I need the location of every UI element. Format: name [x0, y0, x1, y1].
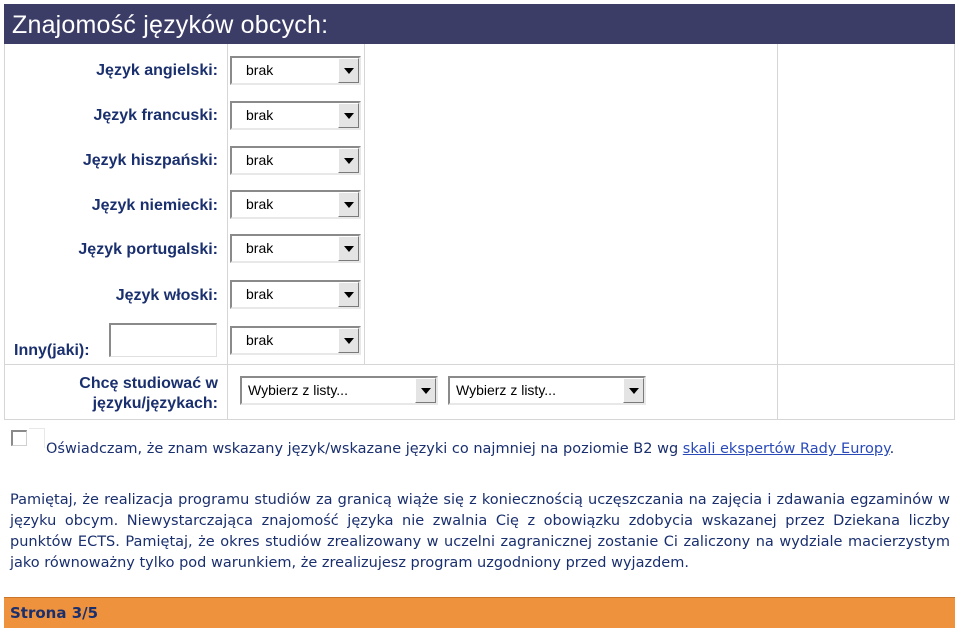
dropdown-arrow-icon[interactable] [623, 378, 644, 403]
declaration-body: Oświadczam, że znam wskazany język/wskazane języki co najmniej na poziomie B2 wg [46, 441, 683, 457]
expert-scale-link[interactable]: skali ekspertów Rady Europy [682, 441, 890, 457]
select-value: brak [246, 62, 274, 78]
dropdown-arrow-icon[interactable] [338, 148, 359, 173]
label-portuguese: Język portugalski: [78, 241, 218, 258]
dropdown-arrow-icon[interactable] [338, 103, 359, 128]
label-other-language: Inny(jaki): [14, 342, 90, 359]
dropdown-arrow-icon[interactable] [338, 58, 359, 83]
dropdown-arrow-icon[interactable] [415, 378, 436, 403]
select-spanish-level[interactable] [230, 146, 361, 175]
dropdown-arrow-icon[interactable] [338, 282, 359, 307]
page-indicator: Strona 3/5 [4, 597, 955, 628]
declaration-suffix: . [889, 441, 895, 457]
label-study-language-line1: Chcę studiować w [79, 375, 218, 392]
label-french: Język francuski: [93, 107, 218, 124]
label-spanish: Język hiszpański: [82, 152, 218, 169]
select-value: Wybierz z listy... [248, 382, 348, 398]
select-value: brak [246, 286, 274, 302]
dropdown-arrow-icon[interactable] [338, 192, 359, 217]
select-english-level[interactable] [230, 56, 361, 85]
select-study-language-2[interactable] [448, 376, 646, 405]
label-english: Język angielski: [96, 62, 218, 79]
other-language-input[interactable] [109, 323, 217, 357]
label-italian: Język włoski: [115, 287, 218, 304]
page-title: Znajomość języków obcych: [4, 4, 955, 44]
label-study-language-line2: języku/językach: [92, 395, 218, 412]
select-other-level[interactable] [230, 326, 361, 355]
select-value: brak [246, 152, 274, 168]
select-portuguese-level[interactable] [230, 234, 361, 263]
select-study-language-1[interactable] [240, 376, 438, 405]
select-value: brak [246, 240, 274, 256]
study-requirements-note: Pamiętaj, że realizacja programu studiów za granicą wiąże się z koniecznością uczęszczania na zajęcia i zdawania egzaminów w języku obcym. Niewystarczająca znajomość języka nie zwalnia Cię z obowiązku zdobycia wskazanej przez Dziekana liczby punktów ECTS. Pamiętaj, że okres studiów zrealizowany w uczelni zagranicznej zostanie Ci zaliczony na wydziale macierzystym jako równoważny tylko pod warunkiem, że zrealizujesz program uzgodniony przed wyjazdem. [10, 492, 950, 571]
label-study-language [79, 374, 218, 414]
select-value: brak [246, 107, 274, 123]
select-french-level[interactable] [230, 101, 361, 130]
dropdown-arrow-icon[interactable] [338, 328, 359, 353]
select-german-level[interactable] [230, 190, 361, 219]
declaration-text [10, 439, 950, 460]
label-german: Język niemiecki: [91, 197, 218, 214]
select-value: brak [246, 332, 274, 348]
select-value: brak [246, 196, 274, 212]
dropdown-arrow-icon[interactable] [338, 236, 359, 261]
select-value: Wybierz z listy... [456, 382, 556, 398]
select-italian-level[interactable] [230, 280, 361, 309]
language-form-grid [4, 44, 955, 420]
